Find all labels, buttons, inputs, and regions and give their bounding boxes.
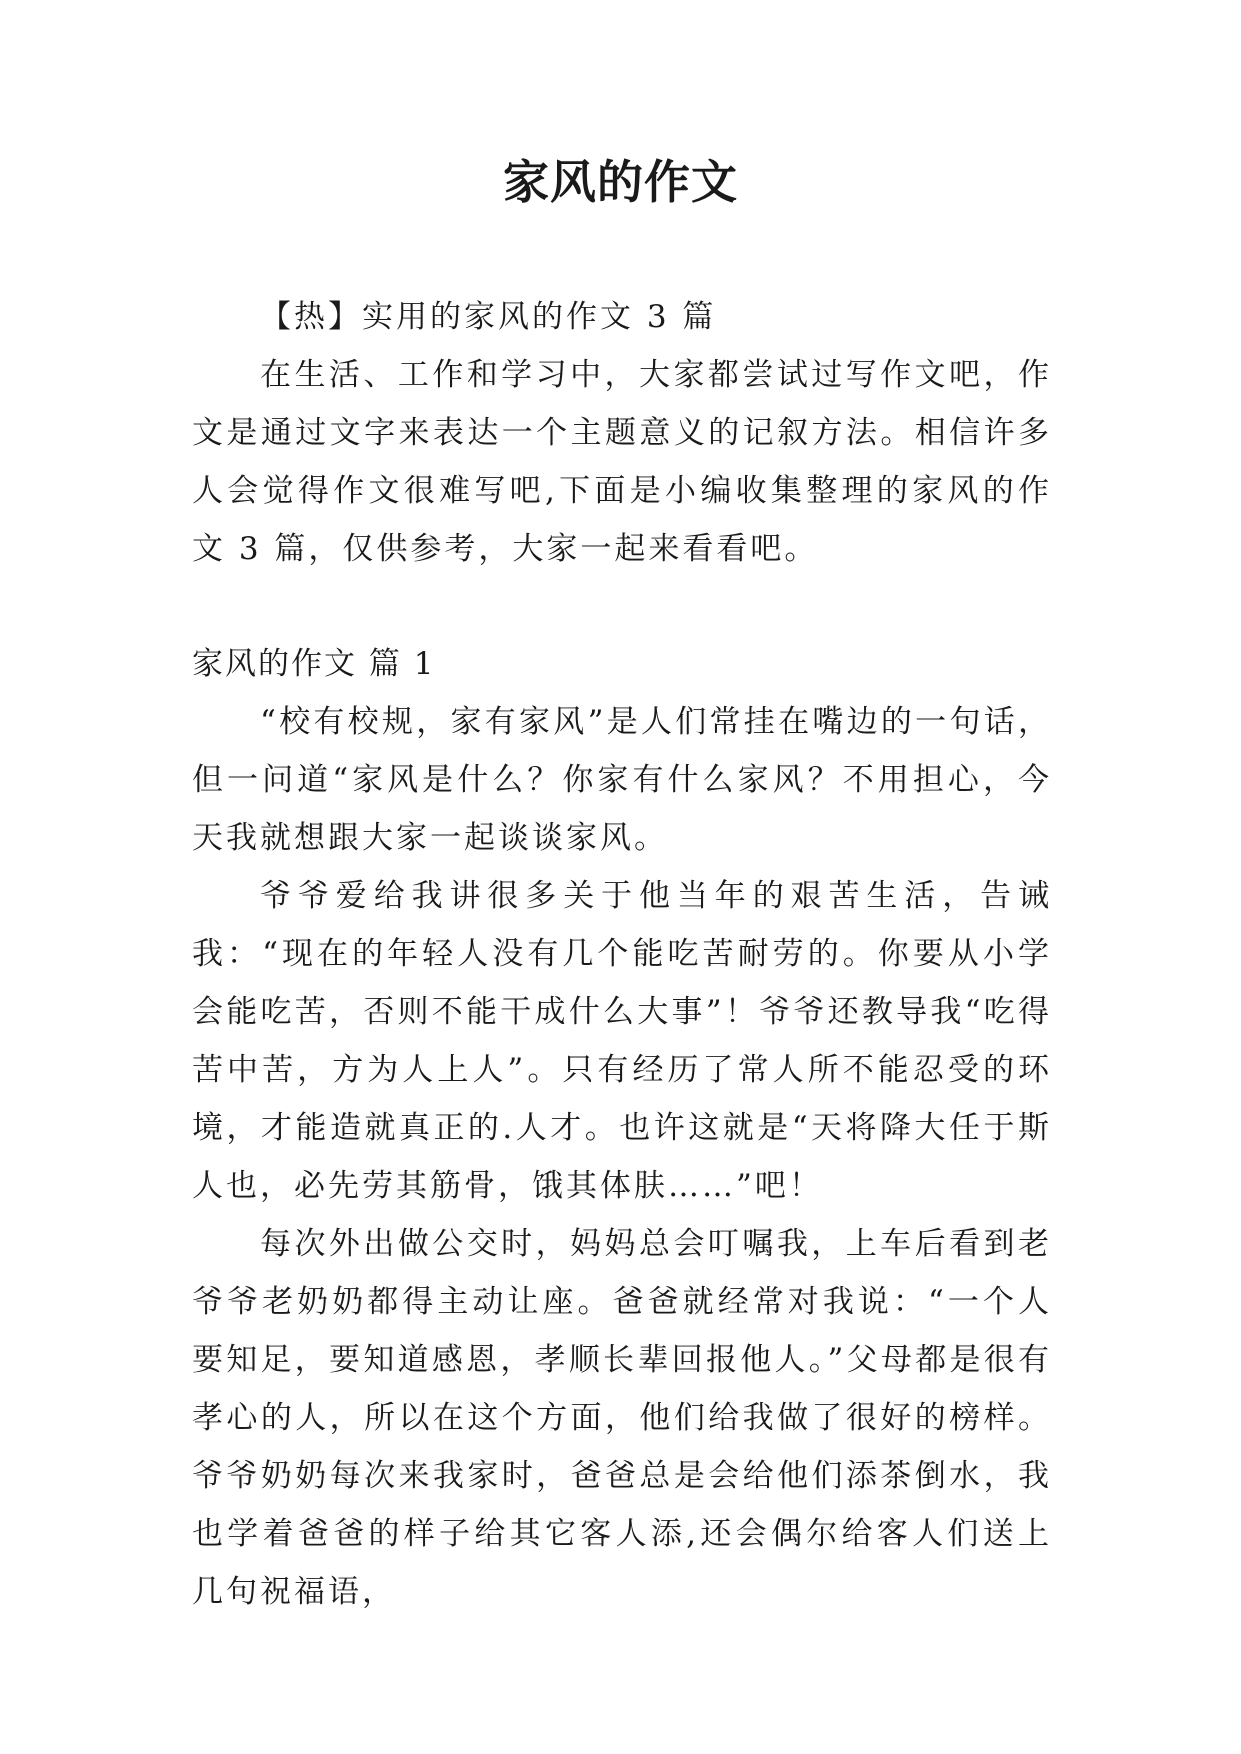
section-paragraph: 每次外出做公交时，妈妈总会叮嘱我，上车后看到老爷爷老奶奶都得主动让座。爸爸就经常对我说：“一个人要知足，要知道感恩，孝顺长辈回报他人。”父母都是很有孝心的人，所以在这个方面，他们给我做了很好的榜样。爷爷奶奶每次来我家时，爸爸总是会给他们添茶倒水，我也学着爸爸的样子给其它客人添,还会偶尔给客人们送上几句祝福语， bbox=[192, 1226, 1052, 1610]
section-1 bbox=[192, 635, 1052, 1621]
section-paragraph: “校有校规，家有家风”是人们常挂在嘴边的一句话，但一问道“家风是什么？你家有什么家风？不用担心，今天我就想跟大家一起谈谈家风。 bbox=[192, 704, 1052, 856]
document-title: 家风的作文 bbox=[503, 155, 738, 209]
intro-block bbox=[192, 288, 1052, 578]
section-heading: 家风的作文 篇 1 bbox=[192, 646, 436, 682]
section-paragraph: 爷爷爱给我讲很多关于他当年的艰苦生活，告诫我：“现在的年轻人没有几个能吃苦耐劳的。你要从小学会能吃苦，否则不能干成什么大事”！爷爷还教导我“吃得苦中苦，方为人上人”。只有经历了常人所不能忍受的环境，才能造就真正的.人才。也许这就是“天将降大任于斯人也，必先劳其筋骨，饿其体肤……”吧！ bbox=[192, 878, 1052, 1204]
intro-headline: 【热】实用的家风的作文 3 篇 bbox=[260, 299, 717, 335]
intro-paragraph: 在生活、工作和学习中，大家都尝试过写作文吧，作文是通过文字来表达一个主题意义的记叙方法。相信许多人会觉得作文很难写吧,下面是小编收集整理的家风的作文 3 篇，仅供参考，大家一起来看看吧。 bbox=[192, 357, 1052, 567]
